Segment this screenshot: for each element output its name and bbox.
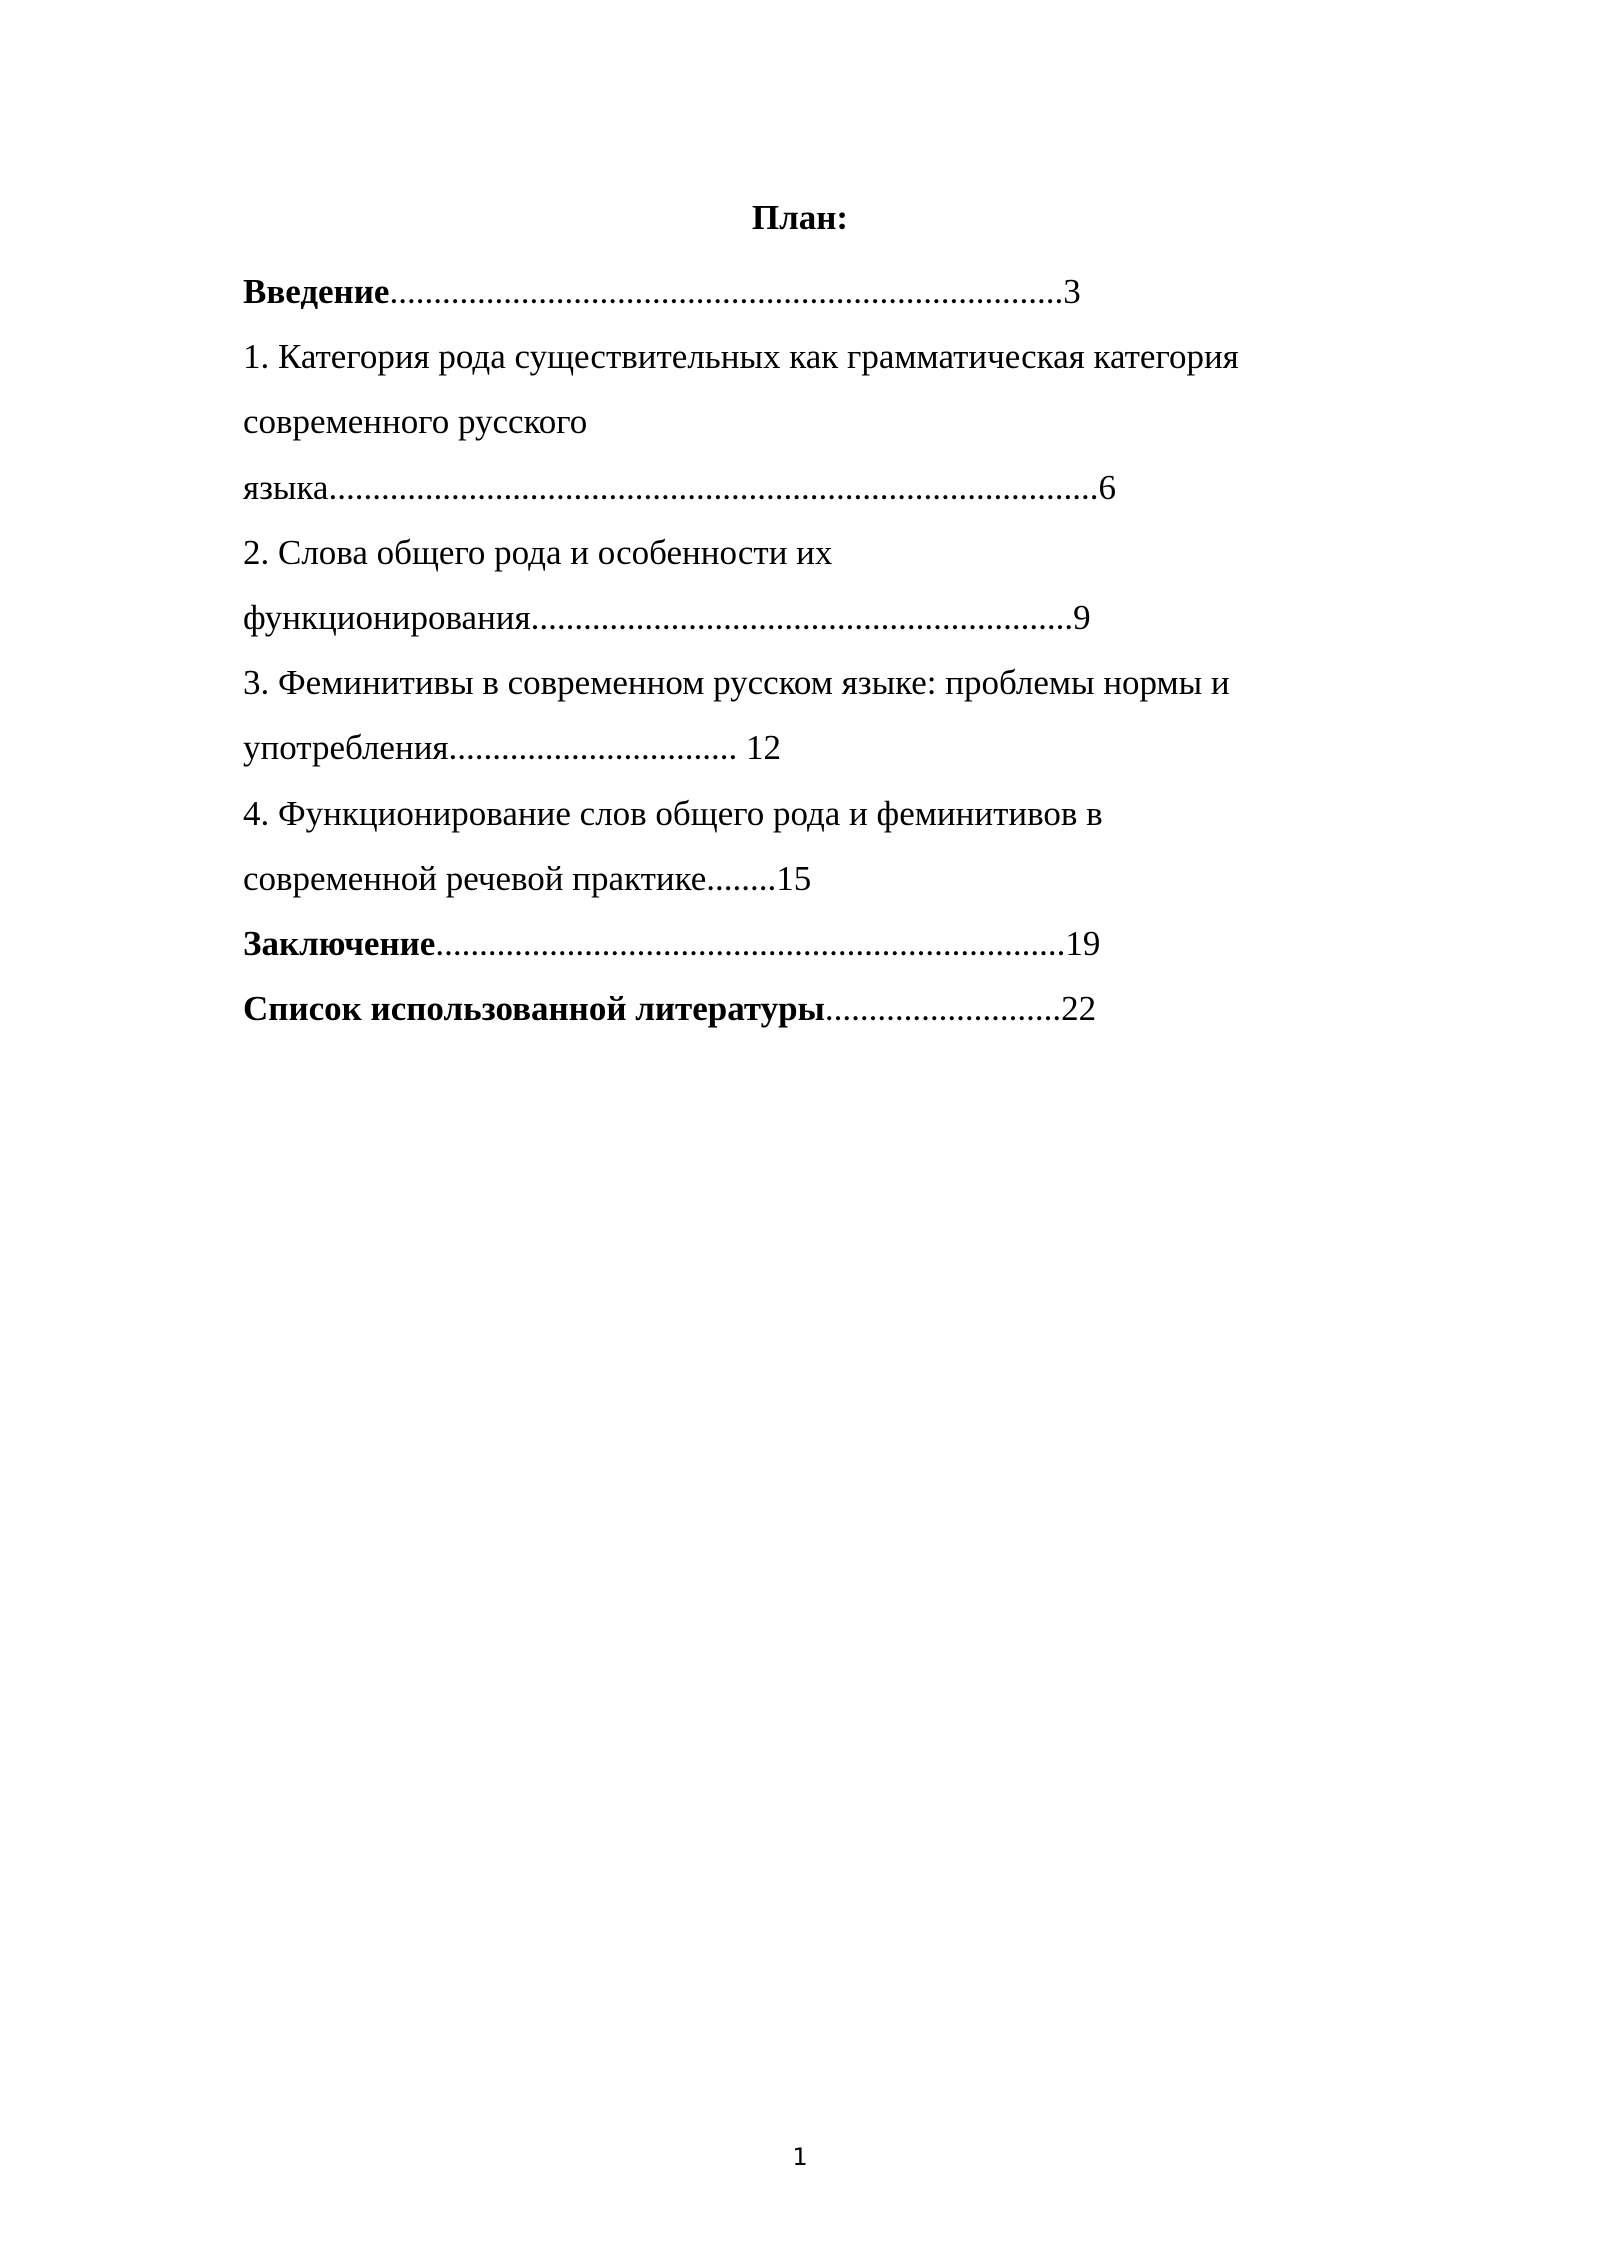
toc-text: 1. Категория рода существительных как грамматическая категория bbox=[243, 337, 1239, 377]
toc-line bbox=[243, 389, 1383, 454]
toc-leader-page: ...........................22 bbox=[824, 989, 1097, 1029]
toc-line bbox=[243, 520, 1383, 585]
toc-line bbox=[243, 455, 1383, 520]
toc-text: 4. Функционирование слов общего рода и феминитивов в bbox=[243, 793, 1103, 833]
toc-entry-section-3 bbox=[243, 650, 1383, 780]
toc-leader-page: .............................................................................3 bbox=[389, 272, 1081, 311]
toc-heading: Введение bbox=[243, 272, 390, 311]
toc-line bbox=[243, 976, 1383, 1041]
toc-entry-section-4 bbox=[243, 781, 1383, 911]
toc-text: 3. Феминитивы в современном русском языке: проблемы нормы и bbox=[243, 663, 1230, 703]
toc-line bbox=[243, 715, 1383, 780]
toc-text: современного русского bbox=[243, 402, 588, 442]
toc-entry-section-1 bbox=[243, 324, 1383, 520]
toc-line bbox=[243, 259, 1383, 324]
toc-entry-section-2 bbox=[243, 520, 1383, 650]
toc-text: современной речевой практике........15 bbox=[243, 858, 812, 898]
toc-line bbox=[243, 781, 1383, 846]
toc-line bbox=[243, 911, 1383, 976]
toc-text: употребления................................. 12 bbox=[243, 728, 782, 768]
toc-text: 2. Слова общего рода и особенности их bbox=[243, 532, 833, 572]
toc-line bbox=[243, 324, 1383, 389]
page-number: 1 bbox=[792, 2143, 808, 2171]
toc-line bbox=[243, 650, 1383, 715]
table-of-contents bbox=[243, 259, 1383, 1041]
toc-entry-conclusion bbox=[243, 911, 1383, 976]
toc-leader-page: ........................................................................19 bbox=[435, 923, 1101, 963]
toc-entry-introduction bbox=[243, 259, 1383, 324]
toc-text: языка........................................................................................6 bbox=[243, 467, 1116, 507]
toc-line bbox=[243, 846, 1383, 911]
toc-line bbox=[243, 585, 1383, 650]
toc-text: функционирования..............................................................9 bbox=[243, 597, 1091, 637]
toc-heading: Список использованной литературы bbox=[243, 989, 825, 1029]
toc-entry-bibliography bbox=[243, 976, 1383, 1041]
toc-heading: Заключение bbox=[243, 923, 436, 963]
page-title: План: bbox=[751, 198, 849, 237]
